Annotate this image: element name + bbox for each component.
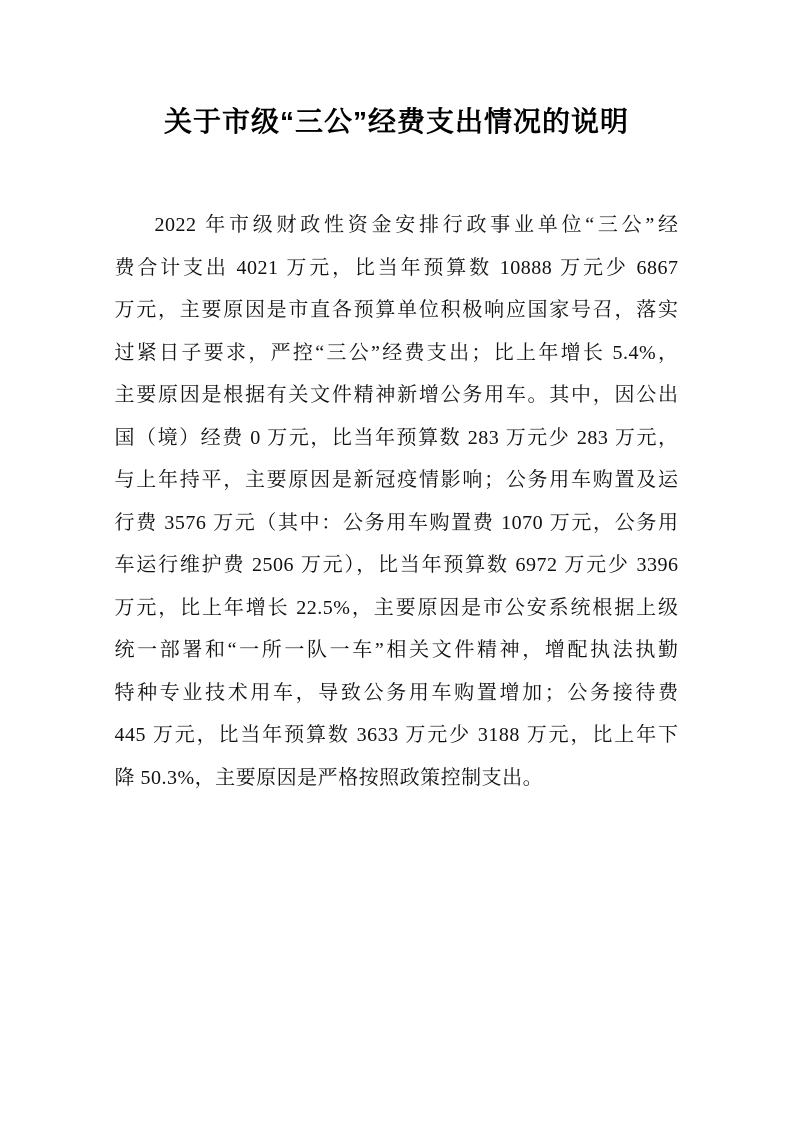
text-line: 与上年持平，主要原因是新冠疫情影响；公务用车购置及运 (114, 469, 679, 491)
text-line: 445 万元，比当年预算数 3633 万元少 3188 万元，比上年下 (114, 724, 679, 746)
text-line: 费合计支出 4021 万元，比当年预算数 10888 万元少 6867 (114, 256, 679, 279)
text-line: 行费 3576 万元（其中：公务用车购置费 1070 万元，公务用 (114, 511, 679, 534)
text-line: 万元，比上年增长 22.5%，主要原因是市公安系统根据上级 (114, 596, 679, 619)
text-line: 国（境）经费 0 万元，比当年预算数 283 万元少 283 万元， (114, 426, 679, 449)
text-line: 特种专业技术用车，导致公务用车购置增加；公务接待费 (114, 681, 679, 704)
text-line: 降 50.3%，主要原因是严格按照政策控制支出。 (114, 766, 544, 789)
text-line: 2022 年市级财政性资金安排行政事业单位“三公”经 (154, 214, 679, 236)
text-line: 车运行维护费 2506 万元），比当年预算数 6972 万元少 3396 (114, 554, 679, 576)
text-line: 统一部署和“一所一队一车”相关文件精神，增配执法执勤 (114, 639, 679, 661)
document-body-paragraph (115, 204, 679, 799)
document-title: 关于市级“三公”经费支出情况的说明 (163, 106, 629, 137)
text-line: 主要原因是根据有关文件精神新增公务用车。其中，因公出 (114, 384, 679, 406)
text-line: 万元，主要原因是市直各预算单位积极响应国家号召，落实 (114, 299, 679, 321)
text-line: 过紧日子要求，严控“三公”经费支出；比上年增长 5.4%， (114, 341, 679, 364)
